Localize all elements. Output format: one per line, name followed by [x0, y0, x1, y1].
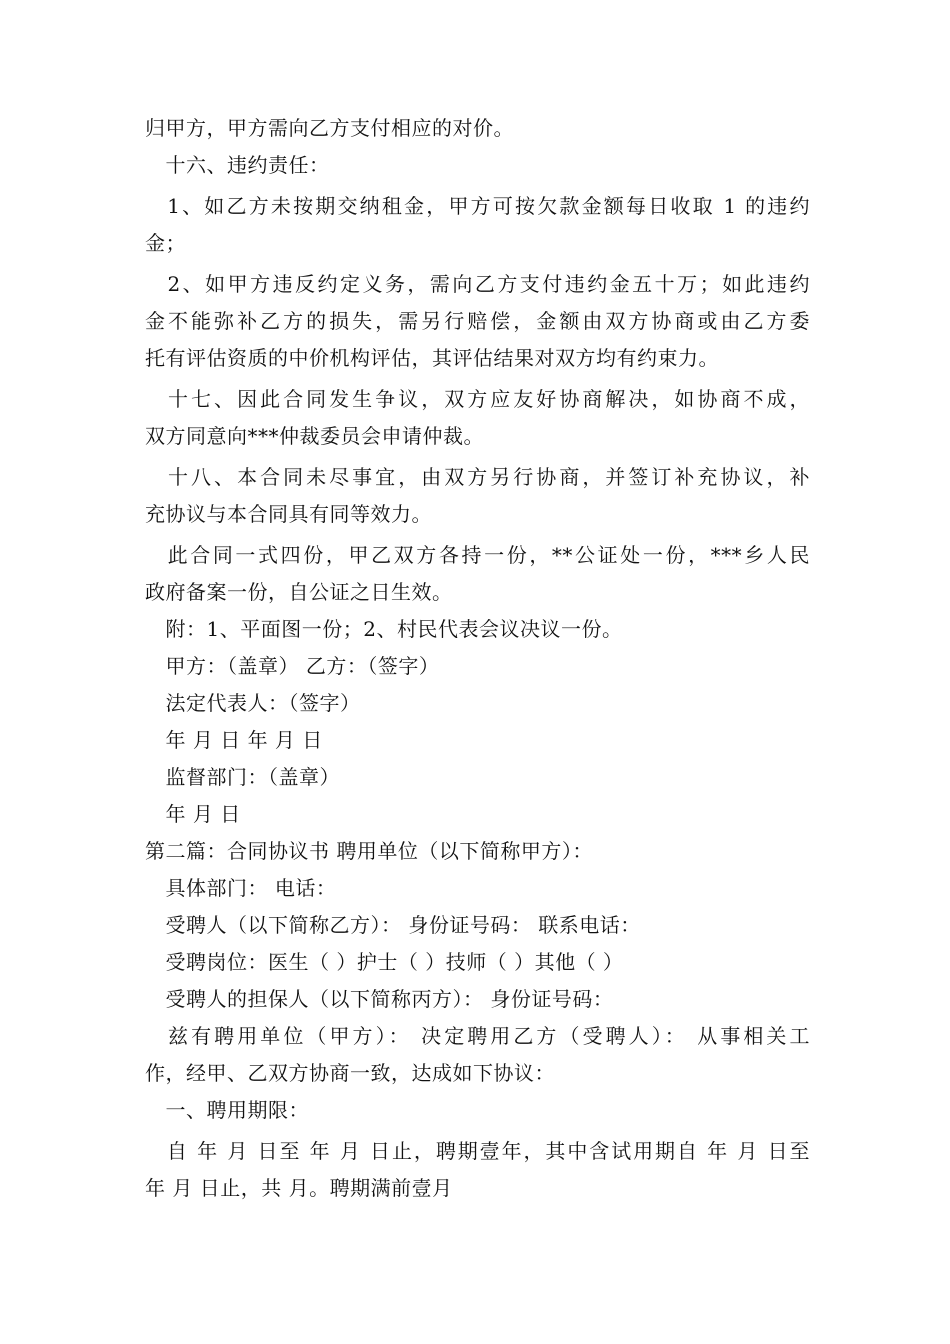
- text-line: 年 月 日止，共 月。聘期满前壹月: [145, 1176, 453, 1200]
- text-line: 归甲方，甲方需向乙方支付相应的对价。: [145, 116, 514, 140]
- text-line-content: 金不能弥补乙方的损失，需另行赔偿，金额由双方协商或由乙方委: [145, 309, 810, 333]
- text-line: 具体部门： 电话：: [145, 876, 337, 900]
- text-line: [145, 459, 810, 496]
- text-line-content: 十七、因此合同发生争议，双方应友好协商解决，如协商不成，: [145, 387, 810, 411]
- text-line: 受聘岗位：医生（ ）护士（ ）技师（ ）其他（ ）: [145, 950, 624, 974]
- signature-line: 法定代表人：（签字）: [145, 691, 361, 715]
- text-line: 受聘人的担保人（以下简称丙方）： 身份证号码：: [145, 987, 614, 1011]
- text-line: 双方同意向***仲裁委员会申请仲裁。: [145, 424, 484, 448]
- text-line: [145, 303, 810, 340]
- signature-line: 监督部门：（盖章）: [145, 765, 340, 789]
- text-line: 受聘人（以下简称乙方）： 身份证号码： 联系电话：: [145, 913, 641, 937]
- date-line: 年 月 日 年 月 日: [145, 728, 323, 752]
- section-heading: 十六、违约责任：: [145, 153, 330, 177]
- text-line: [145, 537, 810, 574]
- text-line-content: 1、如乙方未按期交纳租金，甲方可按欠款金额每日收取 1 的违约: [145, 194, 810, 218]
- date-line: 年 月 日: [145, 802, 241, 826]
- document-body: [145, 110, 810, 1207]
- text-line: [145, 266, 810, 303]
- section-title: 第二篇：合同协议书 聘用单位（以下简称甲方）：: [145, 839, 593, 863]
- text-line: 托有评估资质的中价机构评估，其评估结果对双方均有约束力。: [145, 346, 719, 370]
- text-line-content: 此合同一式四份，甲乙双方各持一份，**公证处一份，***乡人民: [145, 543, 810, 567]
- text-line: 金；: [145, 231, 186, 255]
- text-line: 政府备案一份，自公证之日生效。: [145, 580, 453, 604]
- text-line-content: 兹有聘用单位（甲方）： 决定聘用乙方（受聘人）： 从事相关工: [145, 1024, 810, 1048]
- text-line: 作，经甲、乙双方协商一致，达成如下协议：: [145, 1061, 555, 1085]
- text-line: 附：1、平面图一份；2、村民代表会议决议一份。: [145, 617, 623, 641]
- section-heading: 一、聘用期限：: [145, 1098, 309, 1122]
- text-line: [145, 1018, 810, 1055]
- text-line: [145, 381, 810, 418]
- text-line-content: 自 年 月 日至 年 月 日止，聘期壹年，其中含试用期自 年 月 日至: [145, 1139, 810, 1163]
- text-line-content: 十八、本合同未尽事宜，由双方另行协商，并签订补充协议，补: [145, 465, 810, 489]
- text-line: [145, 188, 810, 225]
- text-line: 充协议与本合同具有同等效力。: [145, 502, 432, 526]
- text-line-content: 2、如甲方违反约定义务，需向乙方支付违约金五十万；如此违约: [145, 272, 810, 296]
- text-line: [145, 1133, 810, 1170]
- signature-line: 甲方：（盖章） 乙方：（签字）: [145, 654, 440, 678]
